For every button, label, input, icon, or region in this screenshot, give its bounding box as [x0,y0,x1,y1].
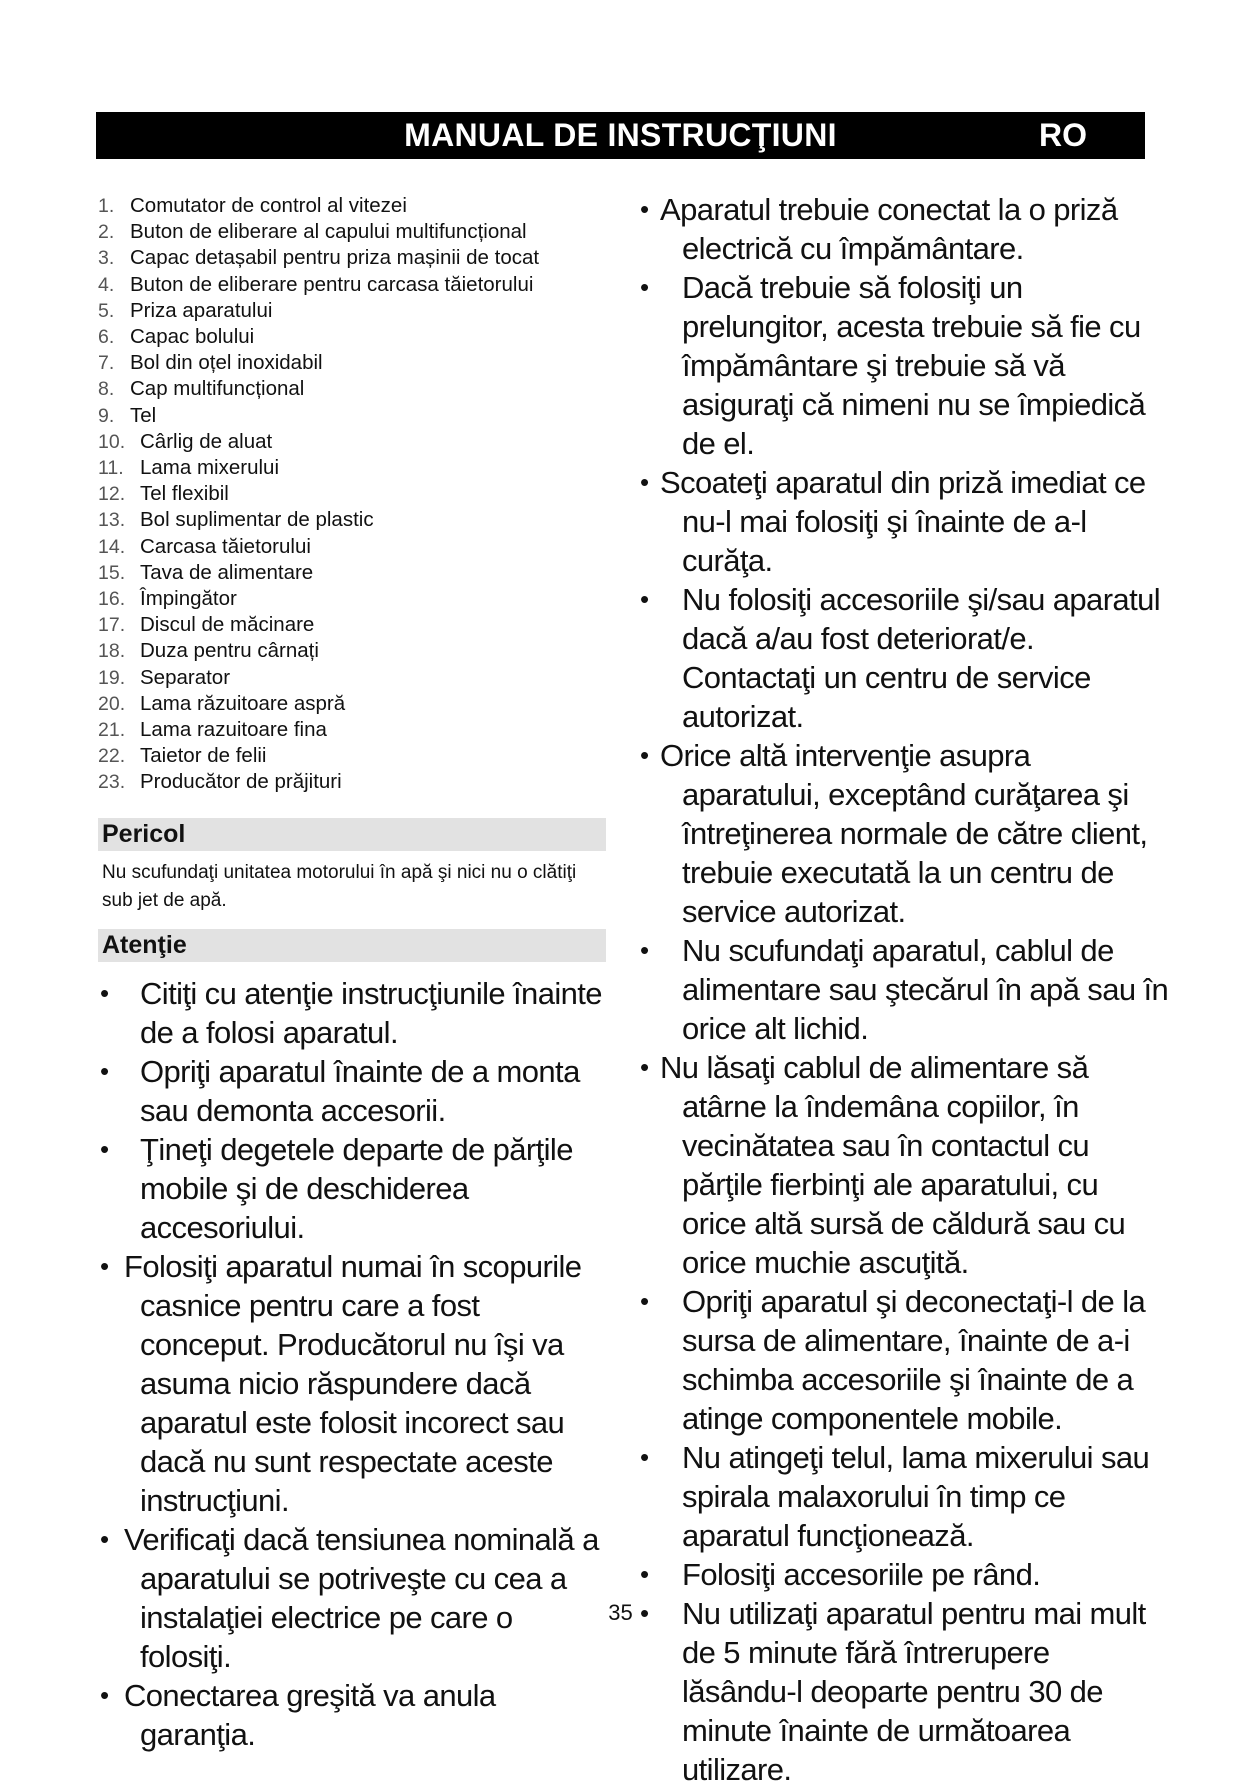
bullet-icon: • [100,1055,109,1086]
page-header [96,112,1145,159]
list-item [98,350,608,376]
item-text: Nu folosiţi accesoriile şi/sau aparatul dacă a/au fost deteriorat/e. Contactaţi un centru de service autorizat. [682,582,1161,734]
list-item [98,324,608,350]
item-label: Împingător [140,587,237,611]
list-item [640,580,1170,736]
item-text: Nu lăsaţi cablul de alimentare să atârne la îndemâna copiilor, în vecinătatea sau în contactul cu părţile fierbinţi ale aparatului, cu orice altă sursă de căldură sau cu orice muchie ascuţită. [660,1050,1126,1280]
list-item [98,455,608,481]
item-label: Discul de măcinare [140,613,315,637]
item-text: Opriţi aparatul înainte de a monta sau demonta accesorii. [140,1053,580,1128]
item-number: 1. [98,195,115,217]
list-item [640,736,1170,931]
list-item [98,717,608,743]
item-number: 6. [98,326,115,349]
list-item [98,665,608,691]
item-label: Priza aparatului [130,298,273,322]
list-item [98,586,608,612]
list-item [640,1555,1170,1594]
item-number: 2. [98,221,115,244]
list-item [98,193,608,219]
list-item [98,974,608,1052]
bullet-icon: • [100,1523,109,1554]
list-item [98,560,608,586]
list-item [98,1130,608,1247]
item-text: Ţineţi degetele departe de părţile mobile şi de deschiderea accesoriului. [140,1131,573,1245]
bullet-icon: • [640,935,649,965]
bullet-icon: • [100,1250,109,1281]
bullet-icon: • [640,1286,649,1316]
item-number: 11. [98,457,124,480]
list-item [98,298,608,324]
item-label: Cap multifuncțional [130,377,305,401]
item-label: Capac detașabil pentru priza mașinii de tocat [130,246,540,270]
item-label: Duza pentru cârnați [140,639,319,663]
bullet-icon: • [100,1679,109,1710]
list-item [640,190,1170,268]
item-label: Capac bolului [130,325,255,349]
bullet-icon: • [640,1598,649,1628]
item-number: 17. [98,614,126,637]
list-item [98,534,608,560]
item-text: Conectarea greşită va anula garanţia. [124,1677,496,1752]
item-number: 20. [98,692,126,715]
pericol-text: Nu scufundaţi unitatea motorului în apă şi nici nu o clătiţi sub jet de apă. [102,861,577,911]
safety-list [640,190,1170,1789]
list-item [640,463,1170,580]
item-label: Bol suplimentar de plastic [140,508,374,532]
item-text: Nu atingeţi telul, lama mixerului sau spirala malaxorului în timp ce aparatul funcţionează. [682,1440,1150,1553]
item-label: Separator [140,665,231,689]
item-label: Tel [130,403,157,427]
item-number: 9. [98,404,115,427]
page-number: 35 [608,1600,633,1625]
list-item [98,376,608,402]
item-label: Taietor de felii [140,744,267,768]
list-item [98,1052,608,1130]
bullet-icon: • [640,1052,649,1082]
atentie-list [98,974,608,1754]
item-text: Opriţi aparatul şi deconectaţi-l de la sursa de alimentare, înainte de a-i schimba accesoriile şi înainte de a atinge componentele mobile. [682,1284,1146,1436]
list-item [98,691,608,717]
item-number: 8. [98,378,115,401]
list-item [640,1282,1170,1438]
item-label: Buton de eliberare al capului multifuncțional [130,220,527,244]
list-item [98,403,608,429]
list-item [98,245,608,271]
bullet-icon: • [100,977,109,1008]
list-item [98,219,608,245]
item-number: 10. [98,430,126,453]
item-text: Folosiţi accesoriile pe rând. [682,1557,1041,1592]
item-label: Buton de eliberare pentru carcasa tăietorului [130,272,534,296]
item-text: Scoateţi aparatul din priză imediat ce nu-l mai folosiţi şi înainte de a-l curăţa. [660,465,1146,578]
item-label: Tava de alimentare [140,560,314,584]
item-text: Orice altă intervenţie asupra aparatului, exceptând curăţarea şi întreţinerea normale de către client, trebuie executată la un centru de service autorizat. [660,738,1148,929]
item-number: 5. [98,299,115,322]
list-item [98,1520,608,1676]
manual-title: MANUAL DE INSTRUCŢIUNI [404,117,837,153]
item-text: Dacă trebuie să folosiţi un prelungitor, acesta trebuie să fie cu împământare şi trebuie să vă asiguraţi că nimeni nu se împiedică de el. [682,270,1146,461]
item-number: 23. [98,771,126,794]
list-item [98,272,608,298]
language-code: RO [1039,117,1087,153]
list-item [640,931,1170,1048]
list-item [98,743,608,769]
item-number: 21. [98,719,126,742]
bullet-icon: • [100,1133,109,1164]
bullet-icon: • [640,194,649,224]
list-item [98,429,608,455]
item-label: Cârlig de aluat [140,429,273,453]
item-number: 4. [98,273,115,296]
list-item [640,268,1170,463]
item-number: 18. [98,640,126,663]
item-label: Bol din oțel inoxidabil [130,351,323,375]
item-number: 12. [98,483,126,506]
item-number: 3. [98,247,115,270]
item-number: 13. [98,509,126,532]
list-item [98,638,608,664]
right-column [640,190,1170,1789]
item-text: Verificaţi dacă tensiunea nominală a aparatului se potriveşte cu cea a instalaţiei electrice pe care o folosiţi. [124,1521,599,1674]
bullet-icon: • [640,1442,649,1472]
item-label: Lama răzuitoare aspră [140,691,346,715]
atentie-heading: Atenţie [98,929,606,962]
item-number: 14. [98,535,126,558]
list-item [98,612,608,638]
item-label: Producător de prăjituri [140,770,342,794]
item-text: Citiţi cu atenţie instrucţiunile înainte de a folosi aparatul. [140,975,602,1050]
item-number: 22. [98,745,126,768]
item-label: Lama mixerului [140,456,279,480]
item-number: 19. [98,666,126,689]
list-item [640,1438,1170,1555]
bullet-icon: • [640,272,649,302]
item-number: 16. [98,588,126,611]
item-text: Nu utilizaţi aparatul pentru mai mult de 5 minute fără întrerupere lăsându-l deoparte pentru 30 de minute înainte de următoarea utilizare. [682,1596,1146,1787]
item-text: Aparatul trebuie conectat la o priză electrică cu împământare. [660,192,1118,266]
bullet-icon: • [640,467,649,497]
list-item [98,481,608,507]
left-column [98,193,608,1754]
item-number: 15. [98,561,126,584]
item-label: Lama razuitoare fina [140,718,327,742]
list-item [640,1048,1170,1282]
item-label: Carcasa tăietorului [140,534,311,558]
list-item [98,1247,608,1520]
parts-list [98,193,608,796]
list-item [98,769,608,795]
item-text: Folosiţi aparatul numai în scopurile casnice pentru care a fost conceput. Producătorul nu îşi va asuma nicio răspundere dacă aparatul este folosit incorect sau dacă nu sunt respectate aceste instrucţiuni. [124,1248,582,1518]
bullet-icon: • [640,584,649,614]
item-text: Nu scufundaţi aparatul, cablul de alimentare sau ştecărul în apă sau în orice alt lichid. [682,933,1169,1046]
bullet-icon: • [640,740,649,770]
bullet-icon: • [640,1559,649,1589]
pericol-heading: Pericol [98,818,606,851]
item-label: Tel flexibil [140,482,229,506]
item-number: 7. [98,352,115,375]
item-label: Comutator de control al vitezei [130,194,407,217]
list-item [98,1676,608,1754]
list-item [98,507,608,533]
